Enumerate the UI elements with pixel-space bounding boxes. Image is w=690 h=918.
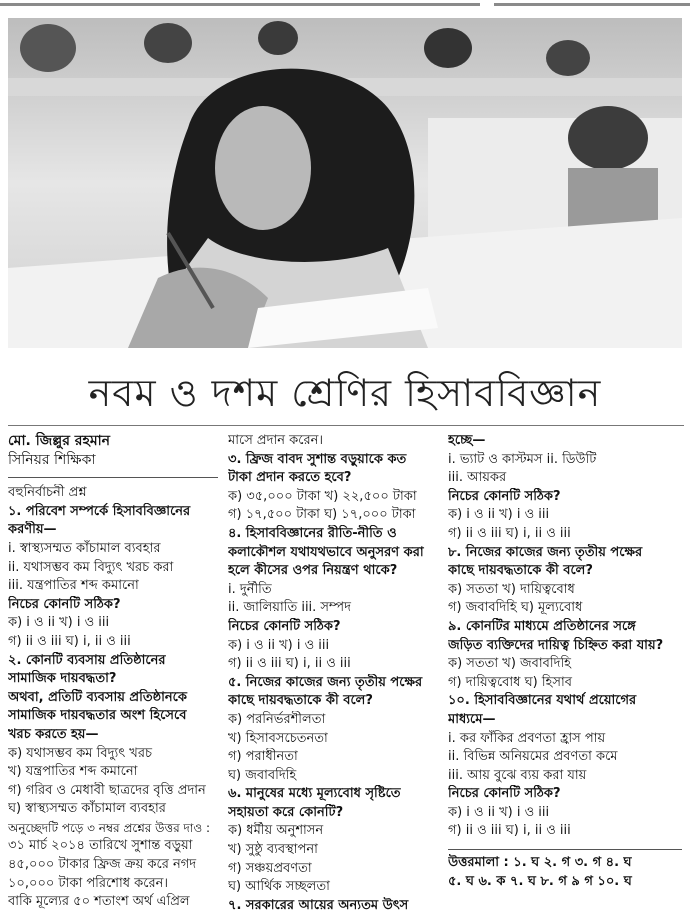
col1-line: বাকি মূল্যের ৫০ শতাংশ অর্থ এপ্রিল: [8, 894, 190, 910]
col2-line: গ) পরাধীনতা: [228, 749, 298, 765]
col3-line: গ) জবাবদিহি ঘ) মূল্যবোধ: [448, 600, 583, 616]
col2-line: i. দুর্নীতি: [228, 581, 272, 597]
col3-line: ii. বিভিন্ন অনিয়মের প্রবণতা কমে: [448, 749, 618, 765]
author-block: [8, 432, 218, 478]
col2-line: কাছে দায়বদ্ধতাকে কী বলে?: [228, 693, 373, 709]
col3-line: iii. আয় বুঝে ব্যয় করা যায়: [448, 767, 587, 783]
section-label: বহুনির্বাচনী প্রশ্ন: [8, 485, 87, 501]
col1-line: সামাজিক দায়বদ্ধতার অংশ হিসেবে: [8, 708, 187, 724]
author-name: মো. জিল্লুর রহমান: [8, 433, 111, 449]
col2-line: ক) ধর্মীয় অনুশাসন: [228, 823, 324, 839]
col1-line: ২. কোনটি ব্যবসায় প্রতিষ্ঠানের: [8, 652, 166, 668]
col3-line: কাছে দায়বদ্ধতাকে কী বলে?: [448, 563, 593, 579]
col3-line: নিচের কোনটি সঠিক?: [448, 786, 561, 802]
col3-line: মাধ্যমে—: [448, 711, 496, 727]
column-1: [8, 432, 218, 912]
col1-line: ১০,০০০ টাকা পরিশোধ করেন।: [8, 875, 169, 891]
col2-line: ক) পরনির্ভরশীলতা: [228, 711, 326, 727]
col2-line: ৭. সরকারের আয়ের অন্যতম উৎস: [228, 897, 409, 913]
col2-line: হলে কীসের ওপর নিয়ন্ত্রণ থাকে?: [228, 563, 398, 579]
col2-line: ৩. ফ্রিজ বাবদ সুশান্ত বড়ুয়াকে কত: [228, 451, 407, 467]
col2-line: ক) ৩৫,০০০ টাকা খ) ২২,৫০০ টাকা: [228, 488, 417, 504]
col2-line: গ) ii ও iii ঘ) i, ii ও iii: [228, 656, 351, 672]
title-divider: [8, 425, 684, 426]
col2-line: সহায়তা করে কোনটি?: [228, 804, 344, 820]
col3-line: ক) i ও ii খ) i ও iii: [448, 507, 550, 523]
column-3: [448, 432, 682, 891]
col3-line: i. কর ফাঁকির প্রবণতা হ্রাস পায়: [448, 730, 606, 746]
col3-line: জড়িত ব্যক্তিদের দায়িত্ব চিহ্নিত করা যায়?: [448, 637, 664, 653]
col1-line: ৩১ মার্চ ২০১৪ তারিখে সুশান্ত বড়ুয়া: [8, 838, 193, 854]
col3-line: ৮. নিজের কাজের জন্য তৃতীয় পক্ষের: [448, 544, 643, 560]
col3-line: ক) সততা খ) জবাবদিহি: [448, 656, 572, 672]
col2-line: গ) সঞ্চয়প্রবণতা: [228, 860, 312, 876]
exam-photo: [8, 18, 682, 348]
col1-line: অনুচ্ছেদটি পড়ে ৩ নম্বর প্রশ্নের উত্তর দাও :: [8, 820, 211, 835]
col2-line: কলাকৌশল যথাযথভাবে অনুসরণ করা: [228, 544, 424, 560]
col1-line: গ) গরিব ও মেধাবী ছাত্রদের বৃত্তি প্রদান: [8, 782, 206, 798]
column-1-lines: [8, 503, 218, 912]
col1-line: খরচ করতে হয়—: [8, 726, 99, 742]
column-2-lines: [228, 432, 440, 915]
col3-line: i. ভ্যাট ও কাস্টমস ii. ডিউটি: [448, 451, 597, 467]
col2-line: নিচের কোনটি সঠিক?: [228, 618, 341, 634]
col3-line: ৯. কোনটির মাধ্যমে প্রতিষ্ঠানের সঙ্গে: [448, 618, 636, 634]
column-3-lines: [448, 432, 682, 841]
col1-line: i. স্বাস্থ্যসম্মত কাঁচামাল ব্যবহার: [8, 540, 161, 556]
col2-line: ৬. মানুষের মধ্যে মূল্যবোধ সৃষ্টিতে: [228, 786, 401, 802]
col3-line: নিচের কোনটি সঠিক?: [448, 488, 561, 504]
col2-line: গ) ১৭,৫০০ টাকা ঘ) ১৭,০০০ টাকা: [228, 507, 416, 523]
col3-line: ক) সততা খ) দায়িত্ববোধ: [448, 581, 575, 597]
col2-line: মাসে প্রদান করেন।: [228, 433, 324, 448]
col1-line: খ) যন্ত্রপাতির শব্দ কমানো: [8, 764, 138, 780]
col1-line: iii. যন্ত্রপাতির শব্দ কমানো: [8, 578, 139, 594]
col3-line: ক) i ও ii খ) i ও iii: [448, 804, 550, 820]
col1-line: নিচের কোনটি সঠিক?: [8, 596, 121, 612]
col3-line: গ) ii ও iii ঘ) i, ii ও iii: [448, 823, 571, 839]
col1-line: ১. পরিবেশ সম্পর্কে হিসাববিজ্ঞানের: [8, 503, 191, 519]
col2-line: খ) হিসাবসচেতনতা: [228, 730, 328, 746]
page-title: নবম ও দশম শ্রেণির হিসাববিজ্ঞান: [88, 371, 602, 415]
col1-line: ঘ) স্বাস্থ্যসম্মত কাঁচামাল ব্যবহার: [8, 801, 166, 817]
col2-line: ৪. হিসাববিজ্ঞানের রীতি-নীতি ও: [228, 525, 397, 541]
col1-line: ii. যথাসম্ভব কম বিদ্যুৎ খরচ করা: [8, 559, 174, 575]
col1-line: অথবা, প্রতিটি ব্যবসায় প্রতিষ্ঠানকে: [8, 689, 187, 705]
col2-line: ঘ) জবাবদিহি: [228, 767, 297, 783]
answer-key: [448, 849, 682, 891]
col2-line: ৫. নিজের কাজের জন্য তৃতীয় পক্ষের: [228, 674, 423, 690]
col3-line: হচ্ছে—: [448, 433, 486, 448]
answer-line-2: ৫. ঘ ৬. ক ৭. ঘ ৮. গ ৯ গ ১০. ঘ: [448, 873, 632, 889]
answer-line-1: উত্তরমালা : ১. ঘ ২. গ ৩. গ ৪. ঘ: [448, 855, 632, 871]
col3-line: iii. আয়কর: [448, 470, 507, 486]
col1-line: ৪৫,০০০ টাকার ফ্রিজ ক্রয় করে নগদ: [8, 857, 197, 873]
col1-line: ক) i ও ii খ) i ও iii: [8, 615, 110, 631]
col1-line: গ) ii ও iii ঘ) i, ii ও iii: [8, 633, 131, 649]
col3-line: গ) দায়িত্ববোধ ঘ) হিসাব: [448, 674, 572, 690]
column-2: [228, 432, 440, 915]
col2-line: টাকা প্রদান করতে হবে?: [228, 470, 352, 486]
col1-line: করণীয়—: [8, 522, 57, 538]
top-rule: [0, 0, 690, 12]
col1-line: সামাজিক দায়বদ্ধতা?: [8, 671, 117, 687]
exam-hall-illustration: [8, 18, 682, 348]
col1-line: ক) যথাসম্ভব কম বিদ্যুৎ খরচ: [8, 745, 152, 761]
col3-line: গ) ii ও iii ঘ) i, ii ও iii: [448, 525, 571, 541]
col2-line: ক) i ও ii খ) i ও iii: [228, 637, 330, 653]
author-role: সিনিয়র শিক্ষিকা: [8, 451, 96, 468]
col3-line: ১০. হিসাববিজ্ঞানের যথার্থ প্রয়োগের: [448, 693, 637, 709]
col2-line: খ) সুষ্ঠু ব্যবস্থাপনা: [228, 842, 318, 858]
col2-line: ii. জালিয়াতি iii. সম্পদ: [228, 600, 351, 616]
col2-line: ঘ) আর্থিক সচ্ছলতা: [228, 879, 330, 895]
